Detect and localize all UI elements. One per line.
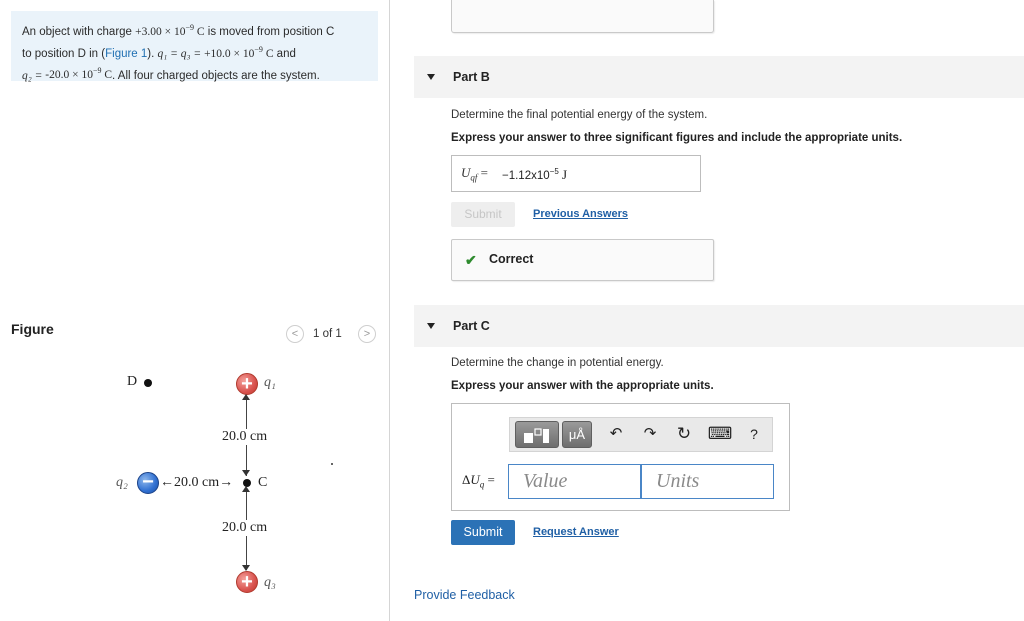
part-c-header[interactable] bbox=[414, 305, 1024, 347]
checkmark-icon: ✔ bbox=[465, 252, 477, 268]
problem-moved: is moved from position C bbox=[204, 25, 335, 38]
figure-link[interactable]: Figure 1 bbox=[105, 47, 148, 60]
part-b-express: Express your answer to three significant figures and include the appropriate units. bbox=[451, 132, 903, 144]
part-b-title[interactable]: Part B bbox=[453, 70, 490, 84]
q2-label: q₂ bbox=[116, 475, 128, 490]
collapse-caret-icon[interactable] bbox=[427, 323, 435, 329]
q1-label: q₁ bbox=[264, 375, 276, 390]
part-b-header[interactable] bbox=[414, 56, 1024, 98]
q3-charge: + bbox=[236, 571, 258, 593]
figure-prev-button[interactable]: < bbox=[286, 325, 304, 343]
part-b-submit-button[interactable]: Submit bbox=[451, 202, 515, 227]
correct-label: Correct bbox=[489, 252, 534, 266]
template-icon bbox=[522, 427, 552, 445]
help-icon[interactable]: ? bbox=[750, 426, 758, 442]
previous-part-stub bbox=[451, 0, 714, 33]
q-value: $+3.00 \times 10^{-9}$ C bbox=[135, 23, 205, 38]
part-c-title[interactable]: Part C bbox=[453, 319, 490, 333]
stray-dot bbox=[331, 463, 333, 465]
problem-system: . All four charged objects are the system. bbox=[112, 69, 320, 82]
part-b-variable: $U_{qf}$ = bbox=[461, 165, 488, 183]
q1q3-label: q₁ = q₃ = bbox=[157, 47, 205, 60]
problem-statement bbox=[22, 19, 372, 84]
q1-charge: + bbox=[236, 373, 258, 395]
q1q3-value: $+10.0 \times 10^{-9}$ C bbox=[204, 44, 274, 60]
units-input[interactable] bbox=[641, 464, 774, 499]
templates-button[interactable] bbox=[515, 421, 559, 448]
problem-line2b: ). bbox=[147, 47, 158, 60]
part-c-submit-button[interactable]: Submit bbox=[451, 520, 515, 545]
redo-icon[interactable]: ↷ bbox=[643, 425, 657, 442]
part-b-instruction: Determine the final potential energy of the system. bbox=[451, 109, 708, 121]
problem-intro: An object with charge bbox=[22, 25, 136, 38]
part-c-express: Express your answer with the appropriate units. bbox=[451, 380, 714, 392]
arrowhead-up bbox=[242, 394, 250, 400]
keyboard-icon[interactable]: ⌨ bbox=[707, 424, 733, 443]
problem-and: and bbox=[273, 47, 296, 60]
units-button[interactable]: μÅ bbox=[562, 421, 592, 448]
point-c-label: C bbox=[258, 475, 268, 490]
q3-label: q₃ bbox=[264, 575, 276, 590]
problem-line2: to position D in ( bbox=[22, 47, 106, 60]
collapse-caret-icon[interactable] bbox=[427, 74, 435, 80]
arrowhead-up-bottom bbox=[242, 486, 250, 492]
part-c-variable: $\Delta U_q$ = bbox=[462, 472, 495, 490]
part-b-answer-value: $-1.12x10^{-5}$ J bbox=[502, 167, 568, 182]
figure-page-indicator: 1 of 1 bbox=[313, 328, 342, 340]
point-d-label: D bbox=[127, 374, 138, 389]
q2-label: q₂ = bbox=[22, 69, 46, 82]
q2-value: $-20.0 \times 10^{-9}$ C bbox=[45, 66, 113, 82]
panel-divider bbox=[389, 0, 390, 621]
request-answer-link[interactable]: Request Answer bbox=[533, 526, 619, 538]
distance-bottom-label: 20.0 cm bbox=[222, 520, 268, 535]
figure-heading: Figure bbox=[11, 321, 54, 337]
distance-top-label: 20.0 cm bbox=[222, 429, 268, 444]
undo-icon[interactable]: ↶ bbox=[609, 425, 623, 442]
arrowhead-down bbox=[242, 470, 250, 476]
provide-feedback-link[interactable]: Provide Feedback bbox=[414, 588, 515, 602]
distance-horizontal-label: ←20.0 cm→ bbox=[160, 475, 234, 490]
q2-charge: − bbox=[137, 472, 159, 494]
figure-next-button[interactable]: > bbox=[358, 325, 376, 343]
point-d-dot bbox=[144, 379, 152, 387]
part-b-answer-box bbox=[451, 155, 701, 192]
previous-answers-link[interactable]: Previous Answers bbox=[533, 208, 628, 220]
value-input[interactable] bbox=[508, 464, 641, 499]
part-c-instruction: Determine the change in potential energy. bbox=[451, 357, 664, 369]
reset-icon[interactable]: ↻ bbox=[676, 424, 692, 443]
